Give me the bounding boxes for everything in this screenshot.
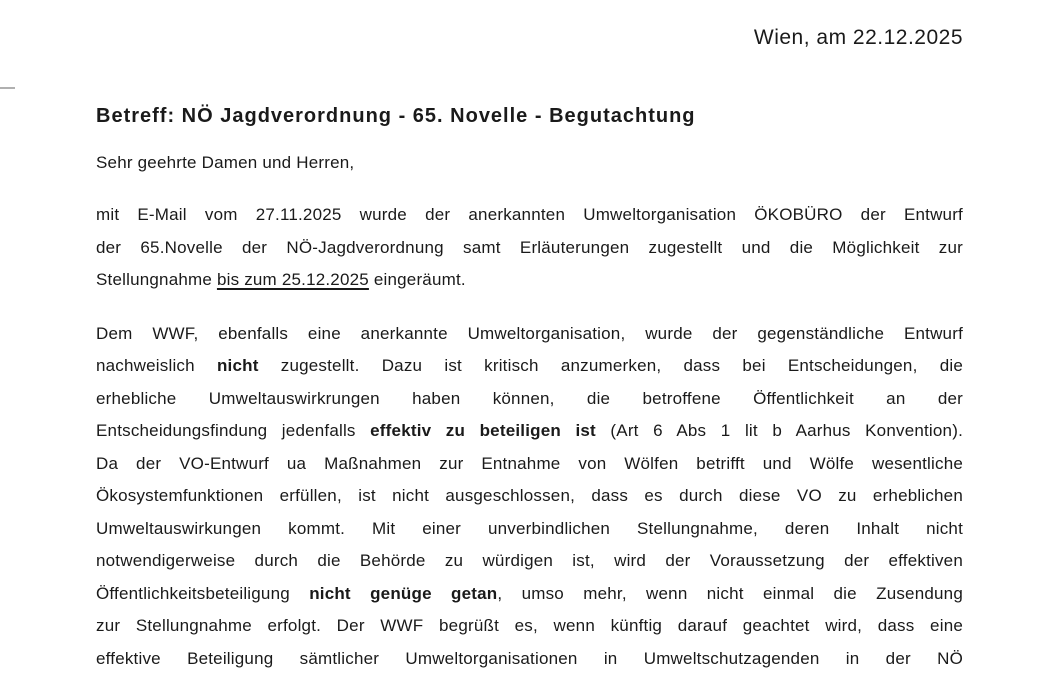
fold-mark — [0, 87, 15, 89]
letter-paragraphs — [96, 199, 963, 675]
text-line — [96, 318, 963, 351]
text-segment: Umweltauswirkungen kommt. Mit einer unverbindlichen Stellungnahme, deren Inhalt nicht — [96, 518, 963, 538]
letter-body — [96, 100, 963, 675]
text-segment: Da der VO-Entwurf ua Maßnahmen zur Entnahme von Wölfen betrifft und Wölfe wesentliche — [96, 453, 963, 473]
text-line — [96, 415, 963, 448]
text-line — [96, 643, 963, 675]
subject-line: Betreff: NÖ Jagdverordnung - 65. Novelle - Begutachtung — [96, 105, 696, 127]
text-line — [96, 513, 963, 546]
text-segment: eingeräumt. — [368, 270, 466, 289]
text-segment: effektive Beteiligung sämtlicher Umweltorganisationen in Umweltschutzagenden in der NÖ — [96, 648, 963, 668]
text-segment: Ökosystemfunktionen erfüllen, ist nicht ausgeschlossen, dass es durch diese VO zu erheblichen — [96, 486, 963, 505]
text-line — [96, 578, 963, 611]
text-segment: zur Stellungnahme erfolgt. Der WWF begrüßt es, wenn künftig darauf geachtet wird, dass eine — [96, 616, 963, 635]
text-segment: notwendigerweise durch die Behörde zu würdigen ist, wird der Voraussetzung der effektiven — [96, 551, 963, 570]
bold-text: nicht — [216, 356, 259, 375]
text-line — [96, 350, 963, 383]
text-line — [96, 199, 963, 232]
salutation: Sehr geehrte Damen und Herren, — [96, 153, 355, 172]
text-segment: (Art 6 Abs 1 lit b Aarhus Konvention). — [595, 421, 963, 440]
text-segment: Stellungnahme — [96, 270, 217, 289]
text-line — [96, 610, 963, 643]
text-segment: , umso mehr, wenn nicht einmal die Zusendung — [497, 583, 963, 603]
paragraph — [96, 199, 963, 297]
text-line — [96, 232, 963, 265]
text-segment: der 65.Novelle der NÖ-Jagdverordnung samt Erläuterungen zugestellt und die Möglichkeit zur — [96, 237, 963, 257]
text-segment: Öffentlichkeitsbeteiligung — [96, 583, 310, 603]
text-segment: Dem WWF, ebenfalls eine anerkannte Umweltorganisation, wurde der gegenständliche Entwurf — [96, 323, 963, 343]
text-segment: nachweislich — [96, 356, 217, 375]
text-segment: zugestellt. Dazu ist kritisch anzumerken, dass bei Entscheidungen, die — [258, 356, 963, 375]
text-segment: mit E-Mail vom 27.11.2025 wurde der anerkannten Umweltorganisation ÖKOBÜRO der Entwurf — [96, 205, 963, 224]
paragraph — [96, 318, 963, 675]
text-segment: erhebliche Umweltauswirkrungen haben können, die betroffene Öffentlichkeit an der — [96, 388, 963, 408]
underlined-text: bis zum 25.12.2025 — [216, 270, 369, 289]
text-line — [96, 480, 963, 513]
text-line — [96, 264, 963, 297]
text-line — [96, 448, 963, 481]
text-segment: Entscheidungsfindung jedenfalls — [96, 421, 371, 440]
text-line — [96, 545, 963, 578]
date-line: Wien, am 22.12.2025 — [753, 26, 963, 49]
bold-text: nicht genüge getan — [309, 583, 498, 603]
bold-text: effektiv zu beteiligen ist — [370, 421, 596, 440]
text-line — [96, 383, 963, 416]
